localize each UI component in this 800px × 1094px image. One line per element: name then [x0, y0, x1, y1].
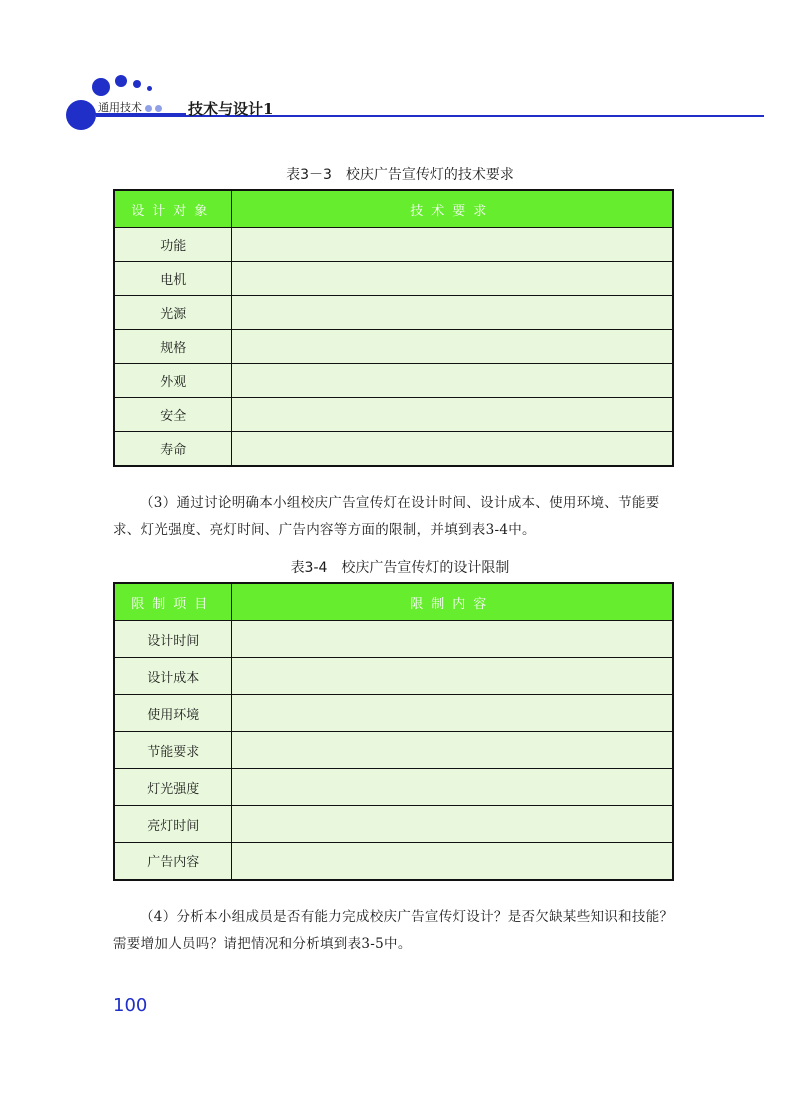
row-label: 使用环境	[114, 695, 232, 732]
row-label: 光源	[114, 296, 232, 330]
table-row	[114, 806, 673, 843]
table-header-limit-item: 限制项目	[114, 583, 232, 621]
page-header	[0, 0, 800, 130]
decor-mini-dot	[155, 105, 162, 112]
paragraph-3: （3）通过讨论明确本小组校庆广告宣传灯在设计时间、设计成本、使用环境、节能要求、灯光强度、亮灯时间、广告内容等方面的限制，并填到表3-4中。	[113, 495, 660, 538]
page-number: 100	[113, 995, 148, 1016]
row-value-cell[interactable]	[232, 296, 673, 330]
book-label-text: 通用技术	[98, 101, 142, 114]
book-label	[82, 100, 186, 115]
table-row	[114, 695, 673, 732]
row-label: 设计时间	[114, 621, 232, 658]
row-label: 亮灯时间	[114, 806, 232, 843]
row-label: 广告内容	[114, 843, 232, 880]
row-value-cell[interactable]	[232, 228, 673, 262]
row-label: 安全	[114, 398, 232, 432]
table-row	[114, 398, 673, 432]
row-value-cell[interactable]	[232, 732, 673, 769]
row-value-cell[interactable]	[232, 621, 673, 658]
table-header-tech-requirements: 技术要求	[232, 190, 673, 228]
row-value-cell[interactable]	[232, 398, 673, 432]
row-value-cell[interactable]	[232, 364, 673, 398]
table-row	[114, 658, 673, 695]
table-row	[114, 262, 673, 296]
row-label: 灯光强度	[114, 769, 232, 806]
tech-requirements-table	[113, 189, 674, 467]
row-value-cell[interactable]	[232, 806, 673, 843]
row-label: 规格	[114, 330, 232, 364]
decor-dot	[115, 75, 127, 87]
row-label: 寿命	[114, 432, 232, 466]
paragraph-4: （4）分析本小组成员是否有能力完成校庆广告宣传灯设计？是否欠缺某些知识和技能？需要增加人员吗？请把情况和分析填到表3-5中。	[113, 909, 674, 952]
row-label: 电机	[114, 262, 232, 296]
decor-dot	[147, 86, 152, 91]
row-value-cell[interactable]	[232, 432, 673, 466]
row-value-cell[interactable]	[232, 330, 673, 364]
table1-caption: 表3－3 校庆广告宣传灯的技术要求	[286, 167, 514, 183]
design-limits-table	[113, 582, 674, 881]
table-row	[114, 364, 673, 398]
table-row	[114, 296, 673, 330]
table-header-limit-content: 限制内容	[232, 583, 673, 621]
table-row	[114, 843, 673, 880]
row-value-cell[interactable]	[232, 843, 673, 880]
table2-caption: 表3-4 校庆广告宣传灯的设计限制	[290, 560, 510, 576]
row-value-cell[interactable]	[232, 695, 673, 732]
table-header-row	[114, 190, 673, 228]
decor-dot	[133, 80, 141, 88]
table-row	[114, 769, 673, 806]
table-row	[114, 432, 673, 466]
row-value-cell[interactable]	[232, 262, 673, 296]
table-row	[114, 330, 673, 364]
row-label: 设计成本	[114, 658, 232, 695]
row-value-cell[interactable]	[232, 769, 673, 806]
row-label: 外观	[114, 364, 232, 398]
section-title: 技术与设计1	[188, 100, 274, 118]
row-label: 节能要求	[114, 732, 232, 769]
row-value-cell[interactable]	[232, 658, 673, 695]
table-row	[114, 732, 673, 769]
row-label: 功能	[114, 228, 232, 262]
decor-mini-dot	[145, 105, 152, 112]
table-header-row	[114, 583, 673, 621]
table-row	[114, 228, 673, 262]
table-header-design-object: 设计对象	[114, 190, 232, 228]
table-row	[114, 621, 673, 658]
decor-dot	[92, 78, 110, 96]
